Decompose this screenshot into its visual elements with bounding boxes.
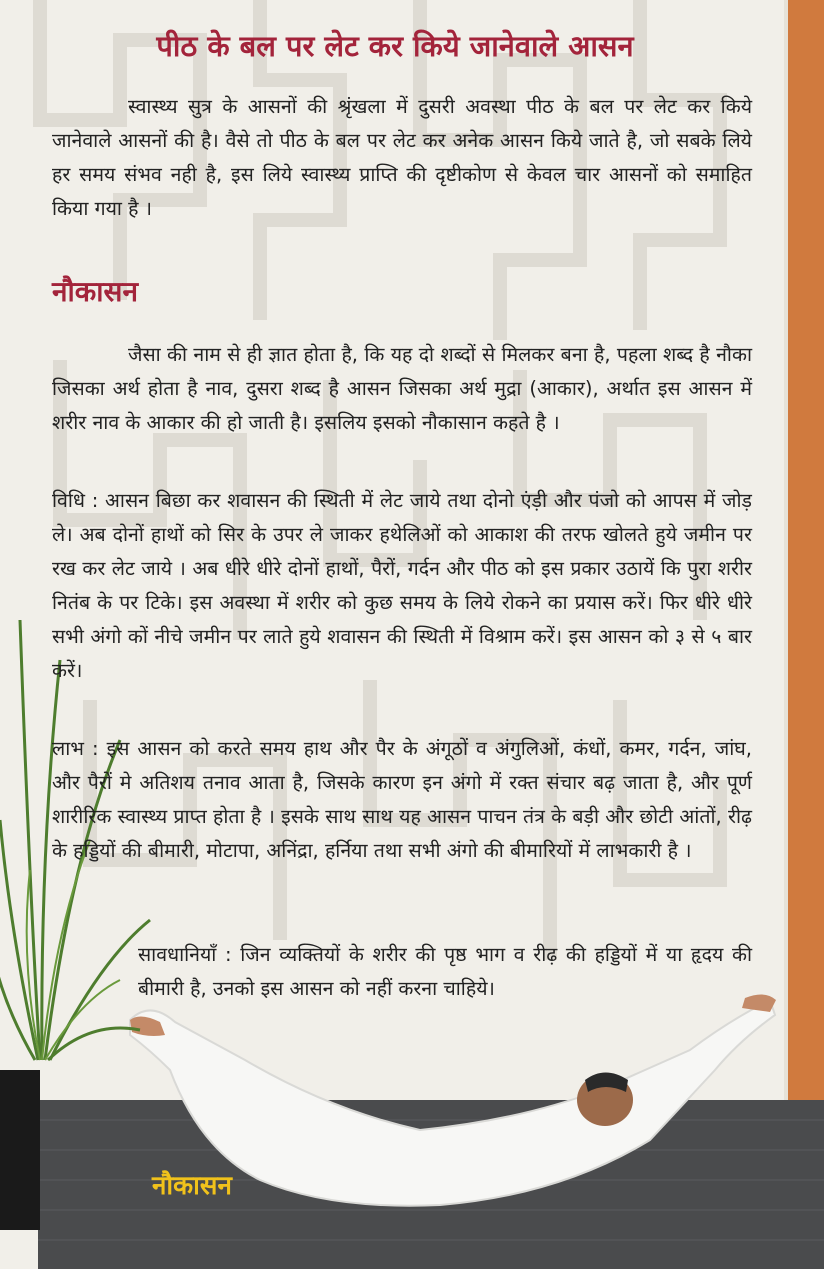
pose-caption: नौकासन — [152, 1171, 232, 1201]
method-paragraph: विधि : आसन बिछा कर शवासन की स्थिती में लेट जाये तथा दोनो एंड़ी और पंजो को आपस में जोड़ ले। अब दोनों हाथों को सिर के उपर ले जाकर हथेलिओं को आकाश की तरफ खोलते हुये जमीन पर रख कर लेट जाये । अब धीरे धीरे दोनों हाथों, पैरों, गर्दन और पीठ को इस प्रकार उठायें कि पुरा शरीर नितंब के पर टिके। इस अवस्था में शरीर को कुछ समय के लिये रोकने का प्रयास करें। फिर धीरे धीरे सभी अंगो कों नीचे जमीन पर लाते हुये शवासन की स्थिती में विश्राम करें। इस आसन को ३ से ५ बार करें। — [52, 489, 752, 682]
caution-paragraph: सावधानियाँ : जिन व्यक्तियों के शरीर की पृष्ठ भाग व रीढ़ की हड्डियों में या हृदय की बीमारी है, उनको इस आसन को नहीं करना चाहिये। — [138, 943, 752, 1000]
page-title: पीठ के बल पर लेट कर किये जानेवाले आसन — [156, 29, 634, 63]
benefits-paragraph: लाभ : इस आसन को करते समय हाथ और पैर के अंगूठों व अंगुलिओं, कंधों, कमर, गर्दन, जांघ, और पैरों मे अतिशय तनाव आता है, जिसके कारण इन अंगो में रक्त संचार बढ़ जाता है, और पूर्ण शारीरिक स्वास्थ्य प्राप्त होता है । इसके साथ साथ यह आसन पाचन तंत्र के बड़ी और छोटी आंतों, रीढ़ के हड्डियों की बीमारी, मोटापा, अनिंद्रा, हर्निया तथा सभी अंगो की बीमारियों में लाभकारी है । — [52, 737, 752, 862]
potted-plant — [0, 600, 160, 1269]
section-heading: नौकासन — [52, 275, 139, 308]
description-paragraph: जैसा की नाम से ही ज्ञात होता है, कि यह दो शब्दों से मिलकर बना है, पहला शब्द है नौका जिसका अर्थ होता है नाव, दुसरा शब्द है आसन जिसका अर्थ मुद्रा (आकार), अर्थात इस आसन में शरीर नाव के आकार की हो जाती है। इसलिय इसको नौकासान कहते है । — [52, 343, 752, 434]
intro-paragraph: स्वास्थ्य सुत्र के आसनों की श्रृंखला में दुसरी अवस्था पीठ के बल पर लेट कर किये जानेवाले आसनों की है। वैसे तो पीठ के बल पर लेट कर अनेक आसन किये जाते है, जो सबके लिये हर समय संभव नही है, इस लिये स्वास्थ्य प्राप्ति की दृष्टीकोण से केवल चार आसनों को समाहित किया गया है । — [52, 95, 752, 220]
